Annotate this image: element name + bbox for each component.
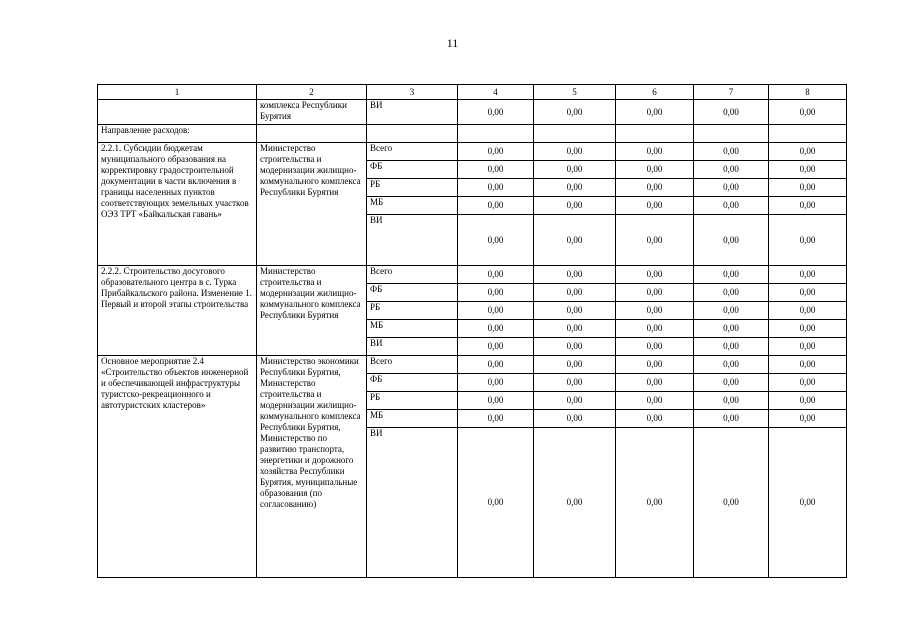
measure-description: 2.2.1. Субсидии бюджетам муниципального образования на корректировку градостроительной документации в части включения в границы населенных пунктов соответствующих земельных участков ОЭЗ ТРТ «Байкальская гавань» (98, 143, 257, 266)
direction-label: Направление расходов: (98, 125, 257, 143)
value-cell: 0,00 (534, 161, 616, 179)
table-row (98, 356, 847, 374)
table-row (98, 143, 847, 161)
header-cell: 8 (769, 85, 847, 100)
empty-cell (769, 125, 847, 143)
value-cell: 0,00 (616, 100, 694, 125)
value-cell: 0,00 (534, 266, 616, 284)
value-cell: 0,00 (616, 410, 694, 428)
header-row (98, 85, 847, 100)
value-cell: 0,00 (769, 284, 847, 302)
value-cell: 0,00 (769, 320, 847, 338)
value-cell: 0,00 (534, 197, 616, 215)
value-cell: 0,00 (616, 215, 694, 266)
value-cell: 0,00 (534, 143, 616, 161)
funding-source: Всего (367, 266, 458, 284)
empty-cell (534, 125, 616, 143)
value-cell: 0,00 (616, 356, 694, 374)
value-cell: 0,00 (458, 320, 534, 338)
value-cell: 0,00 (616, 338, 694, 356)
empty-cell (257, 125, 367, 143)
value-cell: 0,00 (769, 100, 847, 125)
responsible-org: Министерство экономики Республики Бурятия, Министерство строительства и модернизации жилищно-коммунального комплекса Республики Бурятия, Министерство по развитию транспорта, энергетики и дорожного хозяйства Республики Бурятия, муниципальные образования (по согласованию) (257, 356, 367, 578)
empty-cell (458, 125, 534, 143)
value-cell: 0,00 (694, 215, 769, 266)
value-cell: 0,00 (694, 356, 769, 374)
value-cell: 0,00 (694, 179, 769, 197)
value-cell: 0,00 (694, 338, 769, 356)
value-cell: 0,00 (458, 266, 534, 284)
value-cell: 0,00 (769, 338, 847, 356)
value-cell: 0,00 (616, 374, 694, 392)
value-cell: 0,00 (534, 356, 616, 374)
value-cell: 0,00 (534, 410, 616, 428)
direction-row (98, 125, 847, 143)
header-cell: 5 (534, 85, 616, 100)
empty-cell (616, 125, 694, 143)
funding-source: МБ (367, 197, 458, 215)
value-cell: 0,00 (769, 374, 847, 392)
value-cell: 0,00 (616, 428, 694, 578)
value-cell: 0,00 (694, 284, 769, 302)
funding-source: ФБ (367, 161, 458, 179)
table-row (98, 266, 847, 284)
value-cell: 0,00 (534, 302, 616, 320)
measure-description: Основное мероприятие 2.4 «Строительство объектов инженерной и обеспечивающей инфраструктуры туристско-рекреационного и автотуристских кластеров» (98, 356, 257, 578)
value-cell: 0,00 (534, 374, 616, 392)
value-cell: 0,00 (694, 374, 769, 392)
value-cell: 0,00 (769, 392, 847, 410)
funding-source: МБ (367, 410, 458, 428)
value-cell: 0,00 (616, 197, 694, 215)
value-cell: 0,00 (458, 356, 534, 374)
value-cell: 0,00 (769, 356, 847, 374)
measure-description (98, 100, 257, 125)
funding-source: Всего (367, 143, 458, 161)
funding-source: Всего (367, 356, 458, 374)
value-cell: 0,00 (458, 302, 534, 320)
value-cell: 0,00 (458, 100, 534, 125)
value-cell: 0,00 (769, 179, 847, 197)
value-cell: 0,00 (769, 215, 847, 266)
value-cell: 0,00 (534, 338, 616, 356)
header-cell: 4 (458, 85, 534, 100)
header-cell: 1 (98, 85, 257, 100)
value-cell: 0,00 (769, 143, 847, 161)
value-cell: 0,00 (769, 410, 847, 428)
responsible-org: комплекса Республики Бурятия (257, 100, 367, 125)
value-cell: 0,00 (534, 320, 616, 338)
value-cell: 0,00 (694, 410, 769, 428)
measure-description: 2.2.2. Строительство досугового образовательного центра в с. Турка Прибайкальского района. Изменение 1. Первый и второй этапы строительства (98, 266, 257, 356)
value-cell: 0,00 (534, 100, 616, 125)
value-cell: 0,00 (694, 302, 769, 320)
value-cell: 0,00 (616, 320, 694, 338)
value-cell: 0,00 (534, 392, 616, 410)
value-cell: 0,00 (534, 284, 616, 302)
funding-source: ВИ (367, 215, 458, 266)
funding-source: РБ (367, 392, 458, 410)
value-cell: 0,00 (694, 392, 769, 410)
value-cell: 0,00 (769, 161, 847, 179)
value-cell: 0,00 (458, 161, 534, 179)
value-cell: 0,00 (616, 392, 694, 410)
funding-source: ФБ (367, 374, 458, 392)
value-cell: 0,00 (458, 179, 534, 197)
value-cell: 0,00 (694, 143, 769, 161)
value-cell: 0,00 (458, 374, 534, 392)
value-cell: 0,00 (769, 428, 847, 578)
funding-source: ВИ (367, 100, 458, 125)
header-cell: 6 (616, 85, 694, 100)
header-cell: 7 (694, 85, 769, 100)
funding-source: РБ (367, 179, 458, 197)
funding-source: ВИ (367, 338, 458, 356)
value-cell: 0,00 (769, 197, 847, 215)
value-cell: 0,00 (616, 179, 694, 197)
funding-source: ВИ (367, 428, 458, 578)
value-cell: 0,00 (694, 266, 769, 284)
funding-source: РБ (367, 302, 458, 320)
value-cell: 0,00 (616, 266, 694, 284)
header-cell: 2 (257, 85, 367, 100)
value-cell: 0,00 (769, 302, 847, 320)
value-cell: 0,00 (534, 215, 616, 266)
funding-source: ФБ (367, 284, 458, 302)
value-cell: 0,00 (694, 197, 769, 215)
value-cell: 0,00 (458, 197, 534, 215)
value-cell: 0,00 (458, 392, 534, 410)
value-cell: 0,00 (458, 410, 534, 428)
value-cell: 0,00 (694, 161, 769, 179)
value-cell: 0,00 (616, 302, 694, 320)
responsible-org: Министерство строительства и модернизации жилищно-коммунального комплекса Республики Бурятия (257, 143, 367, 266)
funding-source: МБ (367, 320, 458, 338)
value-cell: 0,00 (534, 179, 616, 197)
value-cell: 0,00 (458, 284, 534, 302)
value-cell: 0,00 (616, 284, 694, 302)
table-row (98, 100, 847, 125)
empty-cell (367, 125, 458, 143)
empty-cell (694, 125, 769, 143)
table-body (98, 85, 847, 578)
value-cell: 0,00 (616, 143, 694, 161)
value-cell: 0,00 (534, 428, 616, 578)
responsible-org: Министерство строительства и модернизации жилищно-коммунального комплекса Республики Бурятия (257, 266, 367, 356)
value-cell: 0,00 (458, 428, 534, 578)
value-cell: 0,00 (694, 320, 769, 338)
value-cell: 0,00 (458, 143, 534, 161)
value-cell: 0,00 (769, 266, 847, 284)
header-cell: 3 (367, 85, 458, 100)
value-cell: 0,00 (458, 338, 534, 356)
value-cell: 0,00 (616, 161, 694, 179)
expenditure-table (97, 84, 847, 578)
value-cell: 0,00 (458, 215, 534, 266)
value-cell: 0,00 (694, 100, 769, 125)
page-number: 11 (446, 36, 459, 50)
value-cell: 0,00 (694, 428, 769, 578)
